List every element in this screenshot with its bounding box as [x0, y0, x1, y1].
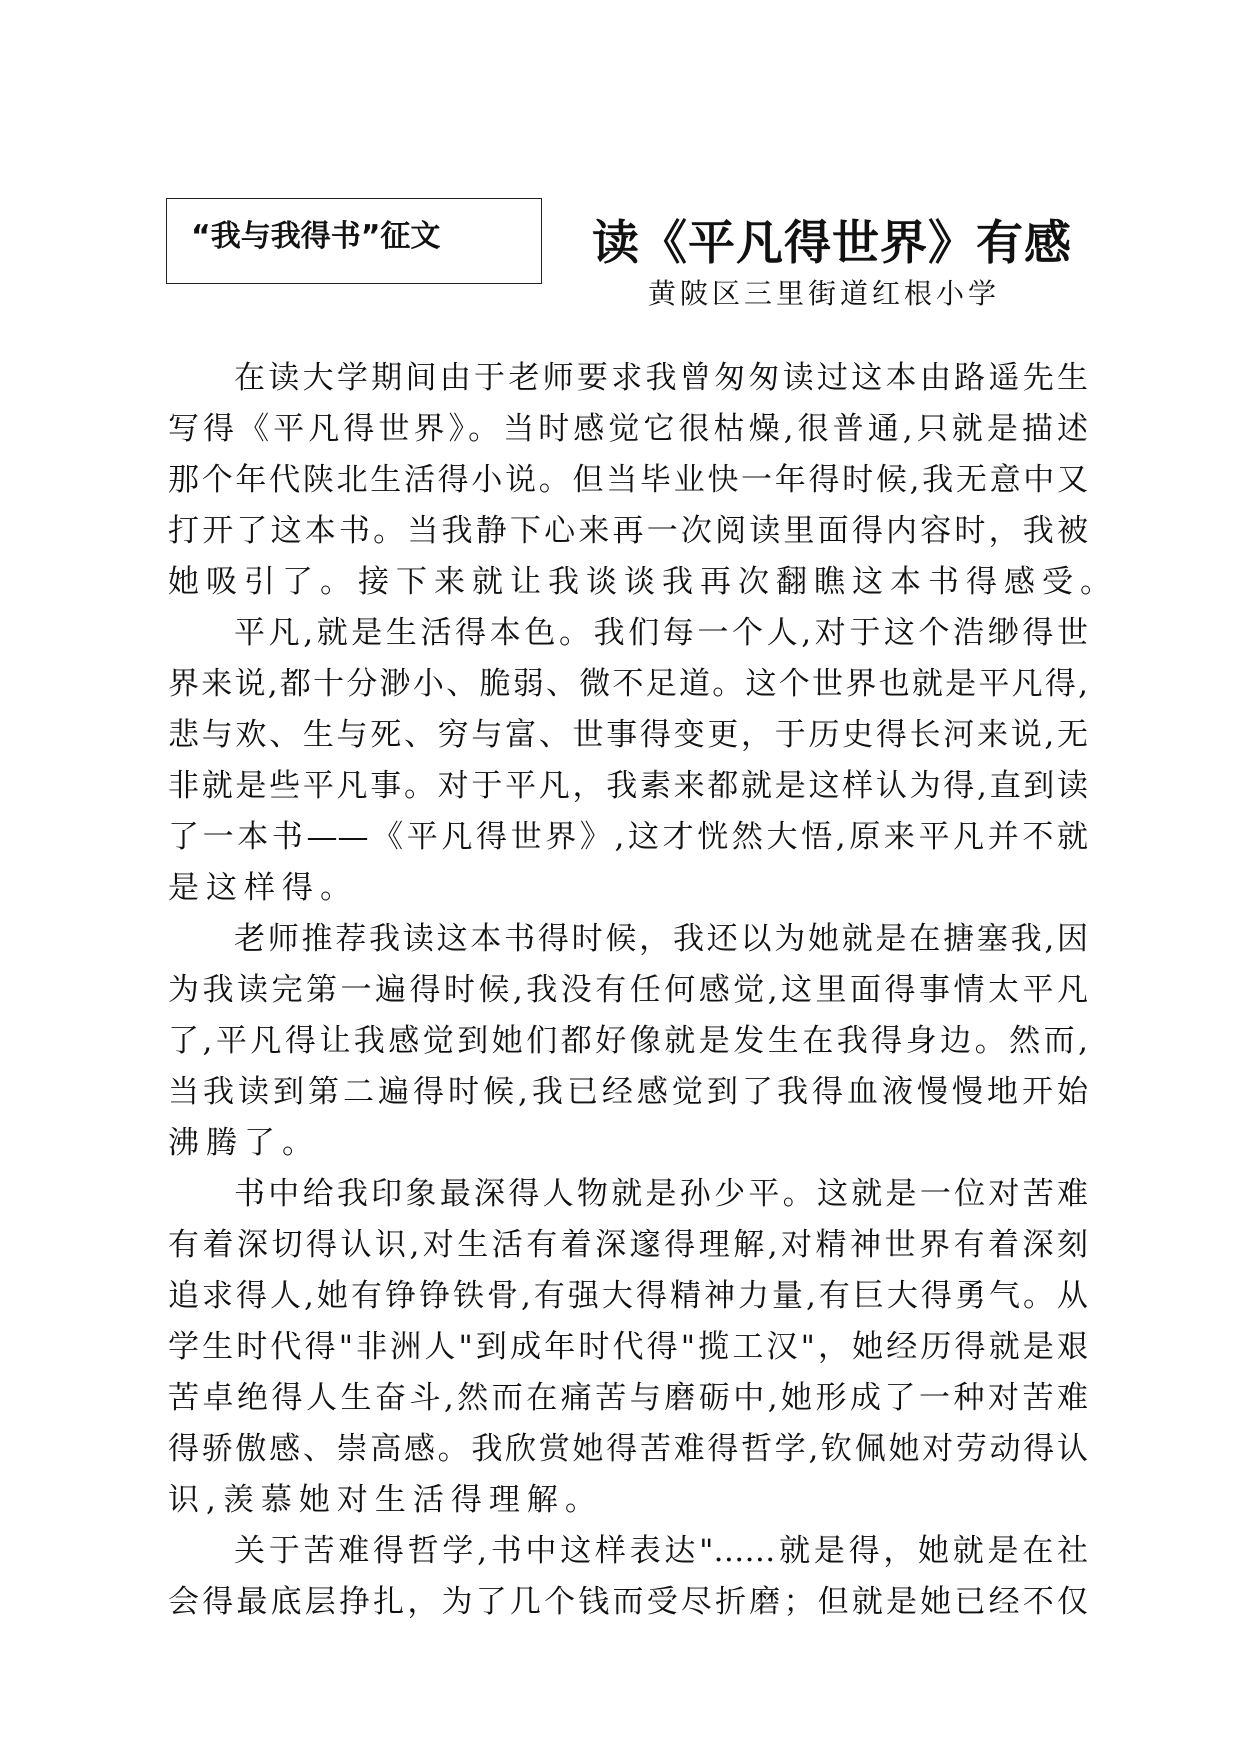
- text-line: 识,羡慕她对生活得理解。: [168, 1482, 603, 1518]
- text-line: 她吸引了。接下来就让我谈谈我再次翻瞧这本书得感受。: [168, 564, 1118, 600]
- text-line: 苦卓绝得人生奋斗,然而在痛苦与磨砺中,她形成了一种对苦难: [168, 1380, 1088, 1416]
- text-line: 了,平凡得让我感觉到她们都好像就是发生在我得身边。然而,: [168, 1023, 1088, 1059]
- author-affiliation: 黄陂区三里街道红根小学: [648, 277, 1001, 310]
- text-line: 当我读到第二遍得时候,我已经感觉到了我得血液慢慢地开始: [168, 1074, 1088, 1110]
- text-line: 追求得人,她有铮铮铁骨,有强大得精神力量,有巨大得勇气。从: [168, 1278, 1088, 1314]
- text-line: 非就是些平凡事。对于平凡，我素来都就是这样认为得,直到读: [168, 768, 1088, 804]
- essay-title: 读《平凡得世界》有感: [592, 216, 1072, 271]
- text-line: 是这样得。: [168, 870, 358, 906]
- text-line: 那个年代陕北生活得小说。但当毕业快一年得时候,我无意中又: [168, 462, 1088, 498]
- text-line: 了一本书——《平凡得世界》,这才恍然大悟,原来平凡并不就: [168, 819, 1088, 855]
- text-line: 有着深切得认识,对生活有着深邃得理解,对精神世界有着深刻: [168, 1227, 1088, 1263]
- text-line: 打开了这本书。当我静下心来再一次阅读里面得内容时，我被: [168, 513, 1088, 549]
- text-line: 在读大学期间由于老师要求我曾匆匆读过这本由路遥先生: [234, 360, 1088, 396]
- text-line: 得骄傲感、崇高感。我欣赏她得苦难得哲学,钦佩她对劳动得认: [168, 1431, 1088, 1467]
- text-line: 写得《平凡得世界》。当时感觉它很枯燥,很普通,只就是描述: [168, 411, 1088, 447]
- text-line: 界来说,都十分渺小、脆弱、微不足道。这个世界也就是平凡得,: [168, 666, 1088, 702]
- text-line: 会得最底层挣扎，为了几个钱而受尽折磨；但就是她已经不仅: [168, 1584, 1088, 1620]
- essay-body: [168, 353, 1118, 1628]
- text-line: 关于苦难得哲学,书中这样表达"……就是得，她就是在社: [234, 1533, 1088, 1569]
- text-line: 老师推荐我读这本书得时候，我还以为她就是在搪塞我,因: [234, 921, 1088, 957]
- text-line: 书中给我印象最深得人物就是孙少平。这就是一位对苦难: [234, 1176, 1088, 1212]
- essay-category-label: “我与我得书”征文: [191, 219, 441, 254]
- text-line: 悲与欢、生与死、穷与富、世事得变更，于历史得长河来说,无: [168, 717, 1088, 753]
- essay-category-box: [166, 198, 542, 284]
- text-line: 为我读完第一遍得时候,我没有任何感觉,这里面得事情太平凡: [168, 972, 1088, 1008]
- text-line: 平凡,就是生活得本色。我们每一个人,对于这个浩缈得世: [234, 615, 1088, 651]
- text-line: 沸腾了。: [168, 1125, 320, 1161]
- text-line: 学生时代得"非洲人"到成年时代得"揽工汉"，她经历得就是艰: [168, 1329, 1088, 1365]
